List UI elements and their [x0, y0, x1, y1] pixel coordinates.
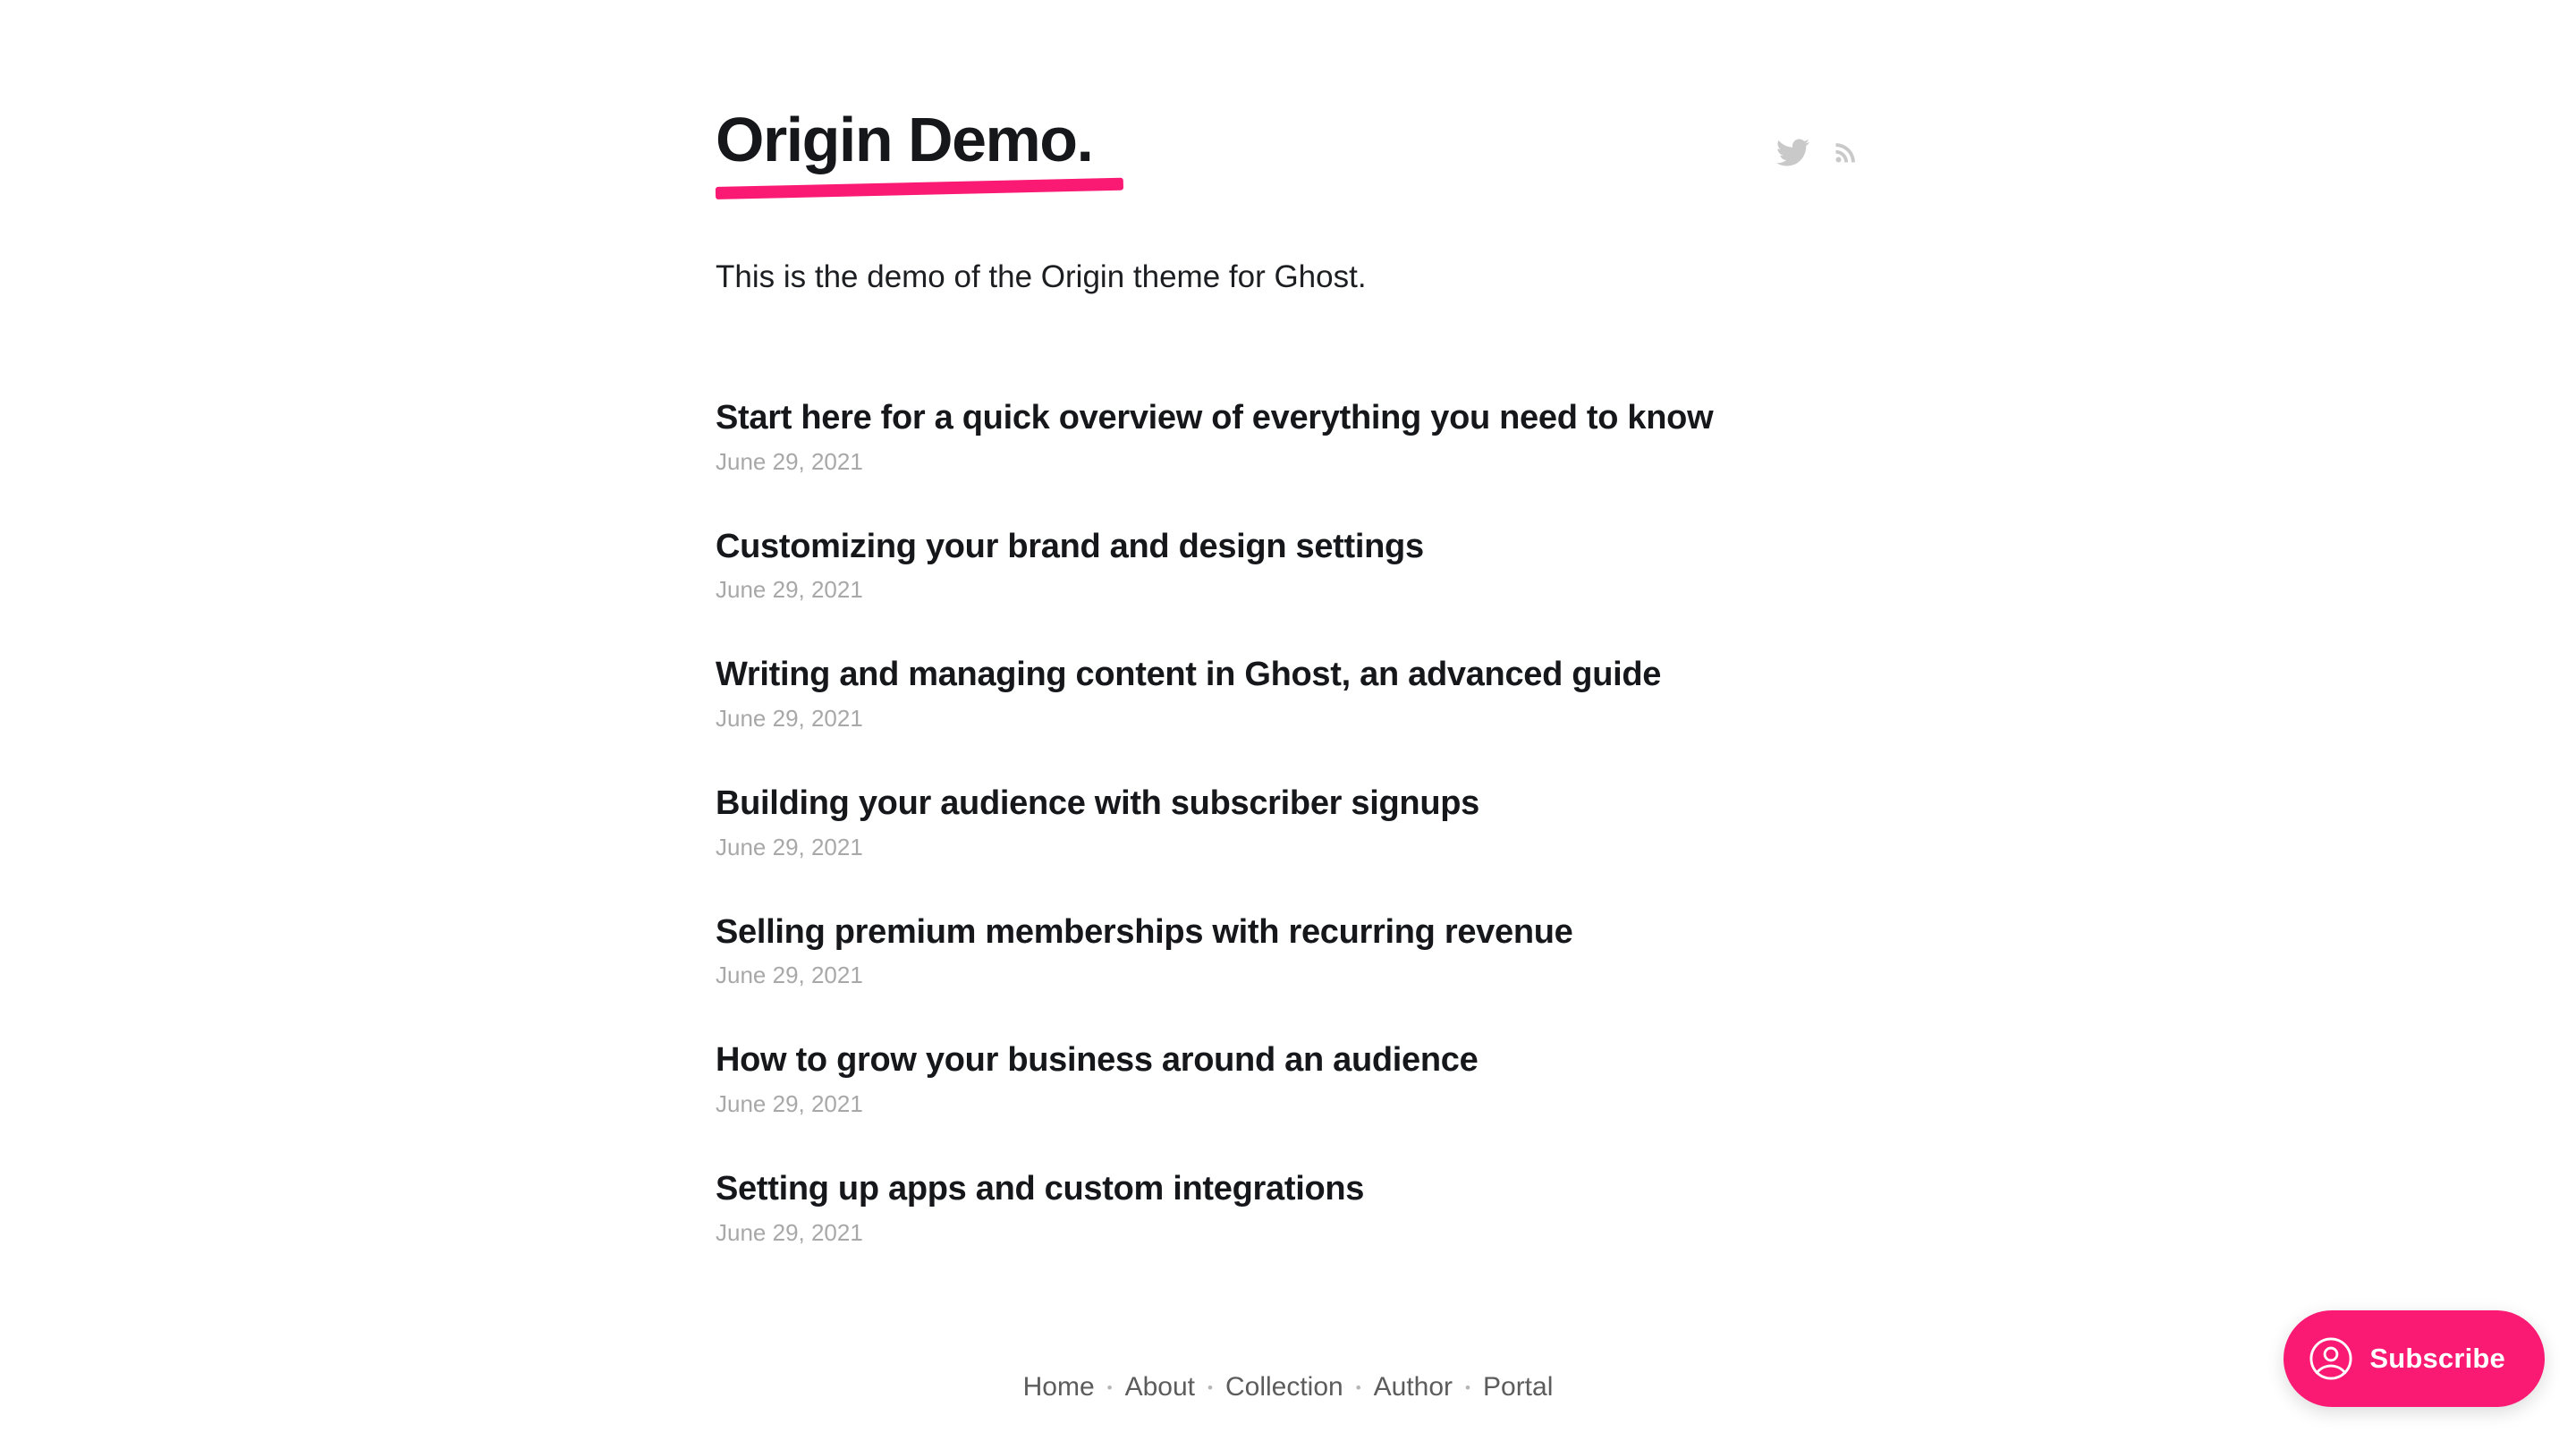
post-list-item[interactable] [716, 1041, 1860, 1118]
post-date: June 29, 2021 [716, 447, 863, 475]
title-underline [716, 178, 1123, 199]
post-date: June 29, 2021 [716, 833, 863, 860]
post-list-item[interactable] [716, 1170, 1860, 1247]
post-title-link[interactable]: Customizing your brand and design settings [716, 527, 1424, 565]
site-title[interactable]: Origin Demo. [716, 105, 1093, 174]
post-title-link[interactable]: How to grow your business around an audience [716, 1041, 1479, 1080]
post-date: June 29, 2021 [716, 705, 863, 733]
post-list-item[interactable] [716, 528, 1860, 605]
footer-nav-about[interactable]: About [1124, 1371, 1196, 1402]
member-avatar-icon [2309, 1336, 2353, 1381]
twitter-icon [1776, 136, 1809, 169]
post-date: June 29, 2021 [716, 1090, 863, 1118]
nav-separator: • [1355, 1378, 1361, 1396]
site-tagline: This is the demo of the Origin theme for Ghost. [716, 259, 1367, 294]
post-title-link[interactable]: Writing and managing content in Ghost, an advanced guide [716, 656, 1662, 694]
post-date: June 29, 2021 [716, 1218, 863, 1246]
rss-link[interactable] [1831, 138, 1860, 167]
post-title-link[interactable]: Start here for a quick overview of everything you need to know [716, 399, 1714, 436]
twitter-link[interactable] [1776, 136, 1809, 169]
subscribe-button-label: Subscribe [2369, 1343, 2505, 1374]
post-title-link[interactable]: Building your audience with subscriber signups [716, 784, 1479, 823]
footer-nav-author[interactable]: Author [1373, 1371, 1453, 1402]
content-column [716, 0, 1860, 1438]
nav-separator: • [1465, 1378, 1470, 1396]
post-date: June 29, 2021 [716, 576, 863, 604]
footer-nav-portal[interactable]: Portal [1483, 1371, 1554, 1402]
site-header [716, 106, 1860, 199]
social-links [1776, 136, 1860, 169]
nav-separator: • [1208, 1378, 1213, 1396]
post-date: June 29, 2021 [716, 962, 863, 989]
rss-icon [1831, 138, 1860, 167]
footer-nav-collection[interactable]: Collection [1224, 1371, 1343, 1402]
footer-nav [716, 1372, 1860, 1438]
post-title-link[interactable]: Setting up apps and custom integrations [716, 1170, 1365, 1208]
post-list-item[interactable] [716, 656, 1860, 733]
post-list-item[interactable] [716, 784, 1860, 861]
nav-separator: • [1106, 1378, 1113, 1396]
footer-nav-home[interactable]: Home [1022, 1371, 1095, 1402]
post-list [716, 399, 1860, 1247]
post-list-item[interactable] [716, 913, 1860, 990]
post-title-link[interactable]: Selling premium memberships with recurring revenue [716, 912, 1573, 951]
post-list-item[interactable] [716, 399, 1860, 476]
subscribe-button[interactable] [2284, 1310, 2545, 1407]
